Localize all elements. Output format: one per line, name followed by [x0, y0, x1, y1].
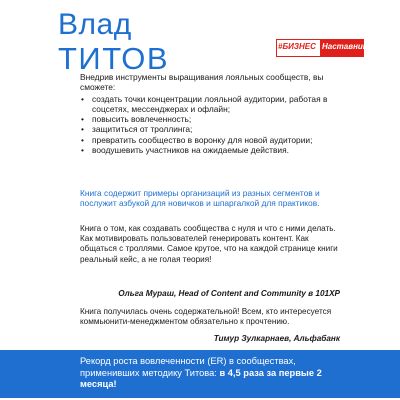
banner-text-normal: Рекорд роста вовлеченности (ER) в сообществах, применивших методику Титова: [80, 356, 296, 378]
badge-left-text: #БИЗНЕС [278, 42, 316, 51]
benefits-list [80, 94, 340, 156]
author-last-name: ТИТОВ [58, 41, 170, 76]
benefit-item: • превратить сообщество в воронку для новой аудитории; [80, 135, 340, 145]
banner-text [80, 356, 355, 391]
banner-text-bold: в 4,5 раза за первые 2 месяца! [80, 367, 322, 389]
review-2-signature: Тимур Зулкарнаев, Альфабанк [213, 334, 340, 343]
bottom-banner [0, 350, 400, 398]
review-1-signature: Ольга Мураш, Head of Content and Community в 101XP [118, 289, 340, 298]
author-name [58, 10, 169, 74]
series-badge [276, 37, 367, 59]
intro-lead: Внедрив инструменты выращивания лояльных сообществ, вы сможете: [80, 72, 324, 93]
benefit-item: • повысить вовлеченность; [80, 114, 340, 124]
benefit-item: • защититься от троллинга; [80, 124, 340, 134]
author-first-name: Влад [58, 8, 132, 41]
review-2-text: Книга получилась очень содержательной! Всем, кто интересуется коммьюнити-менеджментом обязательно к прочтению. [80, 307, 332, 327]
intro-section [80, 72, 340, 155]
badge-right-text: Наставник [322, 42, 367, 51]
benefit-item: • создать точки концентрации лояльной аудитории, работая в соцсетях, мессенджерах и офлайн; [80, 94, 340, 115]
review-1-text: Книга о том, как создавать сообщества с нуля и что с ними делать. Как мотивировать пользователей генерировать контент. Как общаться с троллями. Самое крутое, что на каждой странице книги реальный кейс, а не голая теория! [80, 224, 338, 264]
benefit-item: • воодушевить участников на ожидаемые действия. [80, 145, 340, 155]
highlight-text: Книга содержит примеры организаций из разных сегментов и послужит азбукой для новичков и шпаргалкой для практиков. [80, 188, 320, 209]
